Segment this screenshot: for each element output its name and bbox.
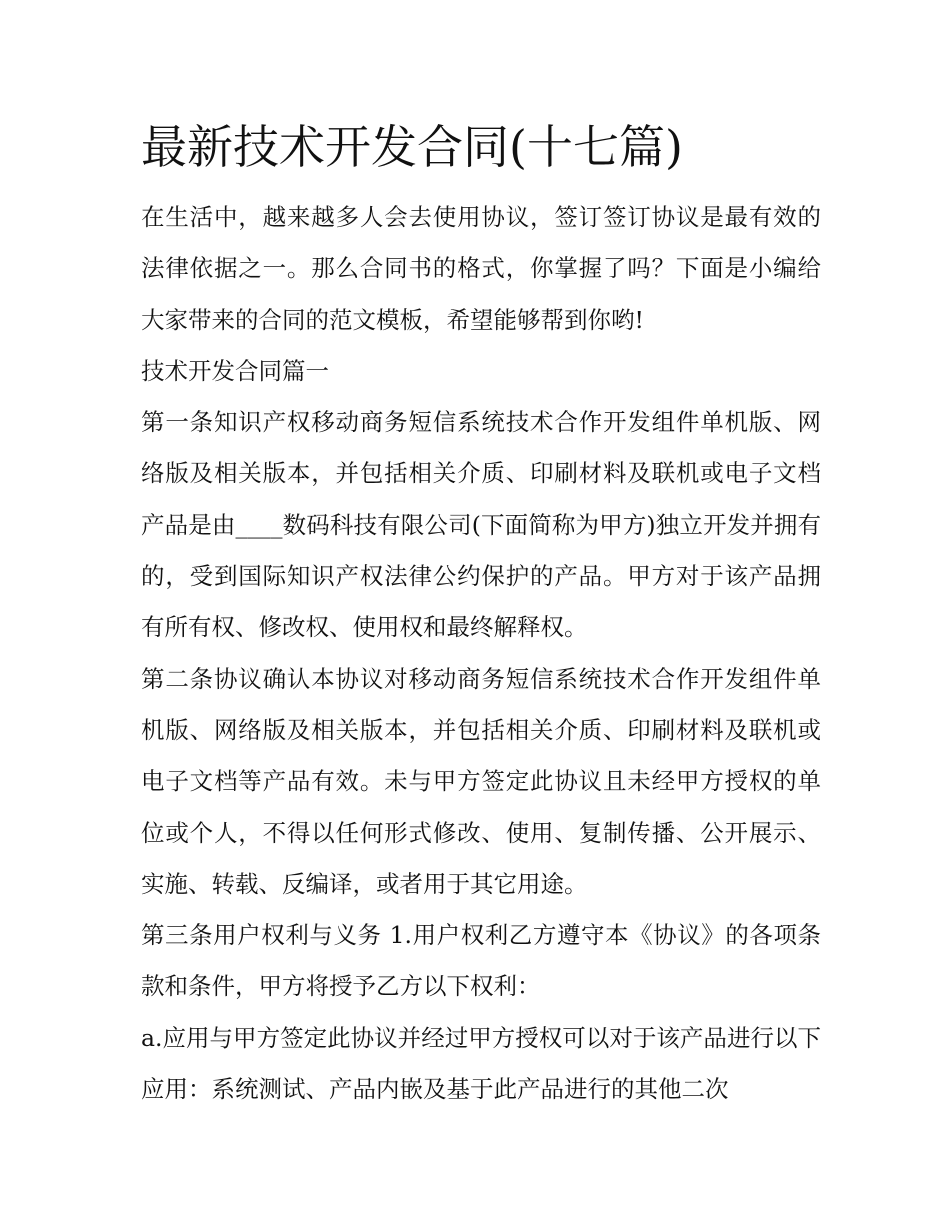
article-1-paragraph: 第一条知识产权移动商务短信系统技术合作开发组件单机版、网络版及相关版本，并包括相关介质、印刷材料及联机或电子文档产品是由____数码科技有限公司(下面简称为甲方)独立开发并拥有的，受到国际知识产权法律公约保护的产品。甲方对于该产品拥有所有权、修改权、使用权和最终解释权。: [141, 408, 821, 642]
section-heading: 技术开发合同篇一: [141, 356, 329, 385]
document-title: 最新技术开发合同(十七篇): [141, 120, 683, 174]
article-2-paragraph: 第二条协议确认本协议对移动商务短信系统技术合作开发组件单机版、网络版及相关版本，并包括相关介质、印刷材料及联机或电子文档等产品有效。未与甲方签定此协议且未经甲方授权的单位或个人，不得以任何形式修改、使用、复制传播、公开展示、实施、转载、反编译，或者用于其它用途。: [141, 664, 821, 898]
clause-a-paragraph: a.应用与甲方签定此协议并经过甲方授权可以对于该产品进行以下应用：系统测试、产品内嵌及基于此产品进行的其他二次: [141, 1023, 821, 1104]
article-3-paragraph: 第三条用户权利与义务 1.用户权利乙方遵守本《协议》的各项条款和条件，甲方将授予乙方以下权利：: [141, 921, 821, 1001]
document-body: [141, 112, 821, 1115]
intro-paragraph: 在生活中，越来越多人会去使用协议，签订签订协议是最有效的法律依据之一。那么合同书的格式，你掌握了吗？下面是小编给大家带来的合同的范文模板，希望能够帮到你哟!: [141, 203, 821, 334]
